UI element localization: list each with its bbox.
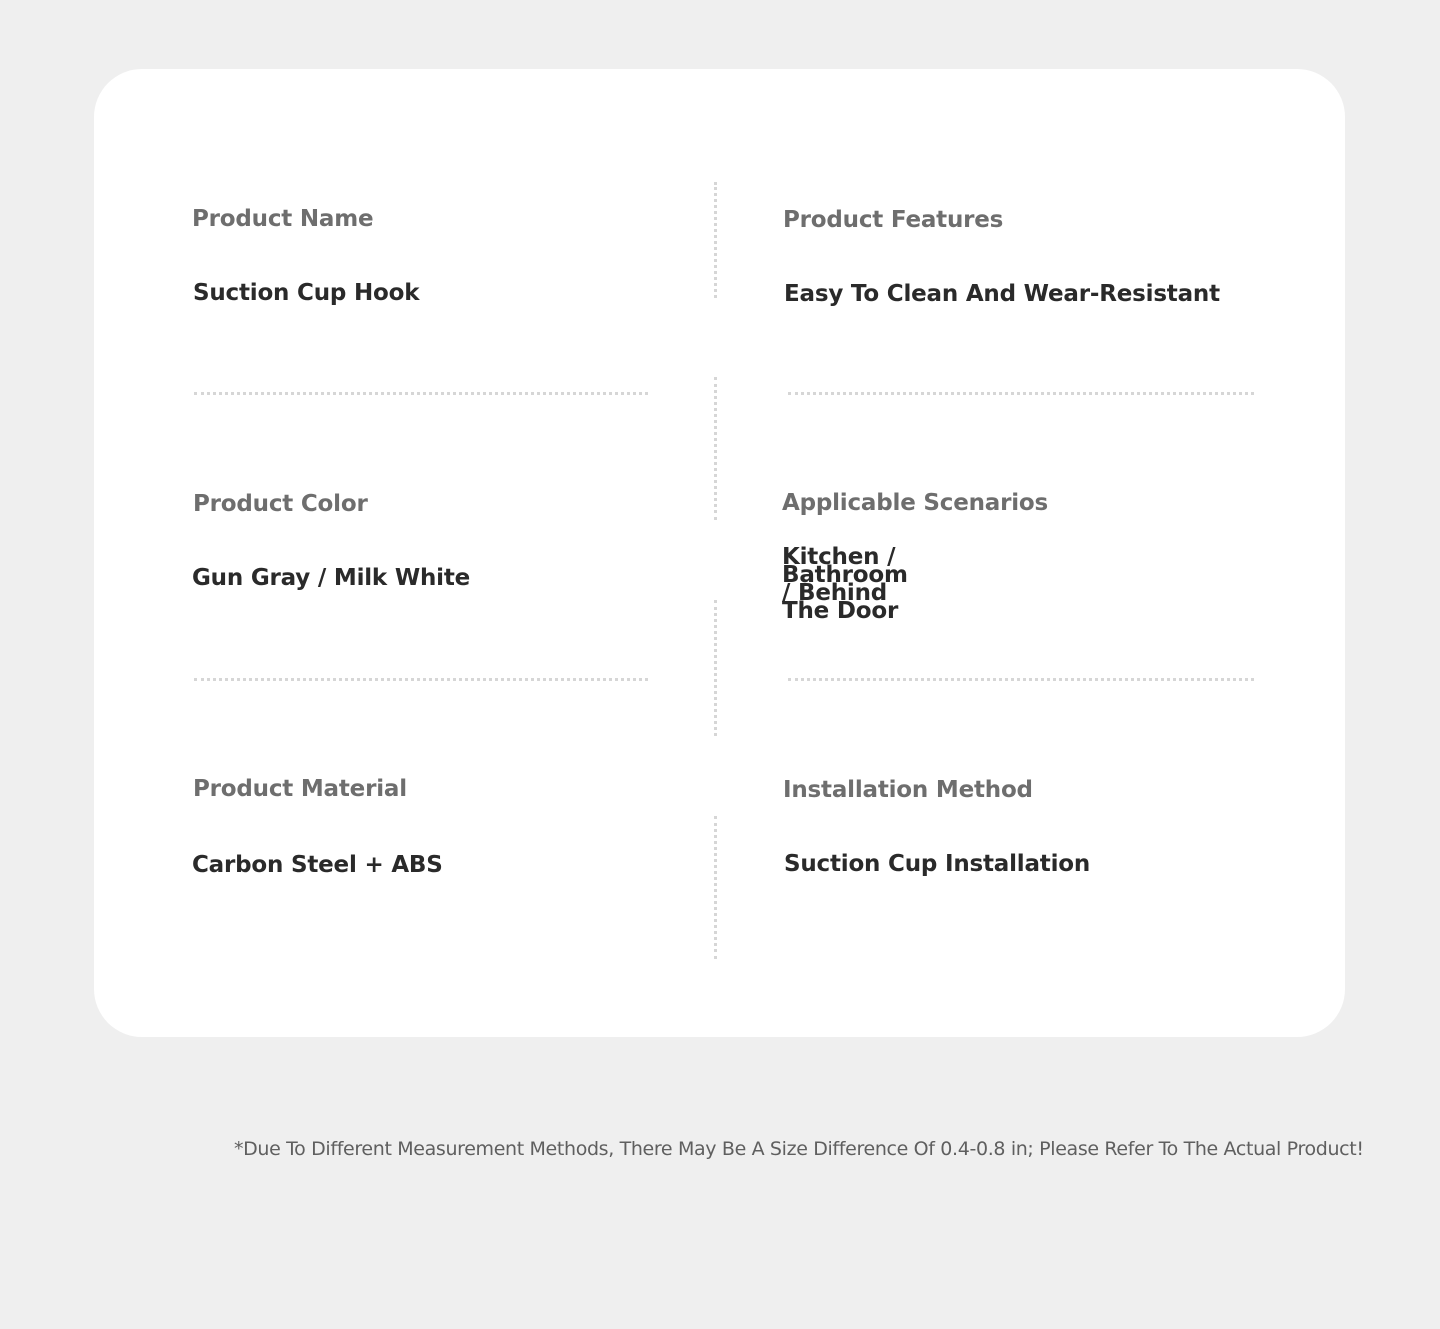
spec-value: Kitchen / Bathroom / Behind The Door bbox=[782, 544, 908, 624]
spec-value: Suction Cup Installation bbox=[784, 851, 1091, 877]
spec-value: Gun Gray / Milk White bbox=[192, 565, 471, 591]
column-divider bbox=[714, 377, 717, 520]
spec-label: Product Color bbox=[193, 491, 368, 517]
row-divider bbox=[788, 392, 1254, 395]
spec-label: Installation Method bbox=[783, 777, 1033, 803]
column-divider bbox=[714, 600, 717, 736]
column-divider bbox=[714, 816, 717, 959]
spec-label: Product Features bbox=[783, 207, 1004, 233]
spec-value: Easy To Clean And Wear-Resistant bbox=[784, 281, 1220, 307]
spec-value: Carbon Steel + ABS bbox=[192, 852, 443, 878]
row-divider bbox=[194, 392, 648, 395]
column-divider bbox=[714, 182, 717, 298]
spec-label: Product Material bbox=[193, 776, 407, 802]
spec-value: Suction Cup Hook bbox=[193, 280, 420, 306]
measurement-disclaimer: *Due To Different Measurement Methods, There May Be A Size Difference Of 0.4-0.8 in; Please Refer To The Actual Product! bbox=[234, 1138, 1364, 1160]
row-divider bbox=[788, 678, 1254, 681]
row-divider bbox=[194, 678, 648, 681]
spec-label: Product Name bbox=[192, 206, 374, 232]
spec-label: Applicable Scenarios bbox=[782, 490, 1049, 516]
